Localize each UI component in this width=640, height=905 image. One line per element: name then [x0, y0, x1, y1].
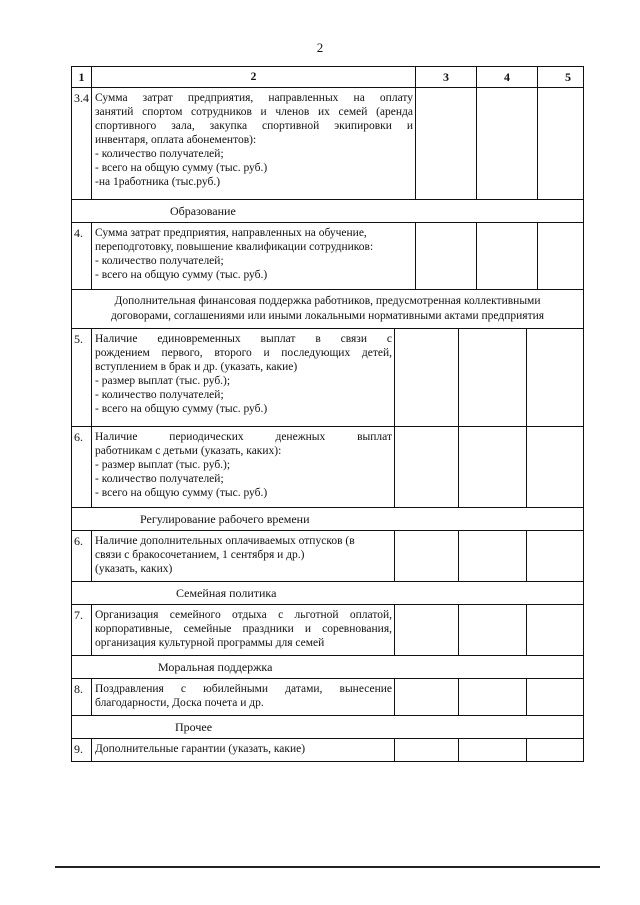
- value-cell-5[interactable]: [527, 531, 588, 581]
- desc-line: связи с бракосочетанием, 1 сентября и др.): [95, 549, 305, 561]
- section-heading: Семейная политика: [71, 582, 584, 605]
- desc-line: - количество получателей;: [95, 389, 224, 401]
- desc-line: корпоративные, семейные праздники и соревнования,: [95, 623, 392, 635]
- row-number: 9.: [72, 739, 92, 761]
- value-cell-5[interactable]: [527, 605, 588, 655]
- desc-line: Сумма затрат предприятия, направленных на оплату: [95, 92, 413, 104]
- desc-line: рождением первого, второго и последующих детей,: [95, 347, 392, 359]
- desc-line: - размер выплат (тыс. руб.);: [95, 459, 231, 471]
- value-cell-3[interactable]: [416, 223, 477, 289]
- desc-line: - количество получателей;: [95, 148, 224, 160]
- desc-line: вступлением в брак и др. (указать, какие): [95, 361, 298, 373]
- row-number: 7.: [72, 605, 92, 655]
- table-row: [71, 88, 584, 200]
- desc-line: (указать, каких): [95, 563, 173, 575]
- header-col-1: 1: [72, 67, 92, 87]
- desc-line: работникам с детьми (указать, каких):: [95, 445, 282, 457]
- value-cell-3[interactable]: [395, 329, 459, 426]
- value-cell-4[interactable]: [459, 329, 527, 426]
- desc-line: - размер выплат (тыс. руб.);: [95, 375, 231, 387]
- desc-line: - всего на общую сумму (тыс. руб.): [95, 269, 268, 281]
- value-cell-4[interactable]: [459, 427, 527, 507]
- table-header: [71, 66, 584, 88]
- row-description: [92, 679, 395, 715]
- desc-line: - всего на общую сумму (тыс. руб.): [95, 162, 268, 174]
- header-col-3: 3: [416, 67, 477, 87]
- value-cell-4[interactable]: [477, 223, 538, 289]
- row-description: [92, 88, 416, 199]
- row-number: 3.4: [72, 88, 92, 199]
- row-description: [92, 329, 395, 426]
- row-number: 6.: [72, 427, 92, 507]
- row-description: [92, 223, 416, 289]
- value-cell-3[interactable]: [395, 605, 459, 655]
- value-cell-5[interactable]: [527, 427, 588, 507]
- page-bottom-rule: [55, 866, 600, 868]
- section-heading: Регулирование рабочего времени: [71, 508, 584, 531]
- desc-line: - всего на общую сумму (тыс. руб.): [95, 403, 268, 415]
- table-row: [71, 739, 584, 762]
- desc-line: спортивного зала, закупка спортивной экипировки и: [95, 120, 413, 132]
- desc-line: благодарности, Доска почета и др.: [95, 697, 264, 709]
- value-cell-5[interactable]: [527, 739, 588, 761]
- header-col-5: 5: [565, 69, 571, 84]
- header-col-4: 4: [477, 67, 538, 87]
- page-number: 2: [316, 40, 324, 55]
- form-table: [71, 66, 584, 762]
- section-heading: Прочее: [71, 716, 584, 739]
- value-cell-5[interactable]: [538, 88, 598, 199]
- row-number: 6.: [72, 531, 92, 581]
- row-description: [92, 739, 395, 761]
- desc-line: Наличие дополнительных оплачиваемых отпусков (в: [95, 535, 355, 547]
- desc-line: Наличие периодических денежных выплат: [95, 431, 392, 443]
- table-row: [71, 605, 584, 656]
- table-row: [71, 223, 584, 290]
- row-description: [92, 605, 395, 655]
- value-cell-5[interactable]: [527, 679, 588, 715]
- desc-line: Сумма затрат предприятия, направленных на обучение,: [95, 227, 367, 239]
- desc-line: переподготовку, повышение квалификации сотрудников:: [95, 241, 374, 253]
- value-cell-3[interactable]: [395, 427, 459, 507]
- table-row: [71, 531, 584, 582]
- table-row: [71, 329, 584, 427]
- value-cell-4[interactable]: [477, 88, 538, 199]
- desc-line: - количество получателей;: [95, 473, 224, 485]
- desc-line: занятий спортом сотрудников и членов их семей (аренда: [95, 106, 413, 118]
- value-cell-5[interactable]: [527, 329, 588, 426]
- row-description: [92, 531, 395, 581]
- value-cell-4[interactable]: [459, 605, 527, 655]
- row-description: [92, 427, 395, 507]
- value-cell-3[interactable]: [395, 739, 459, 761]
- desc-line: инвентаря, оплата абонементов):: [95, 134, 257, 146]
- desc-line: организация культурной программы для семей: [95, 637, 325, 649]
- section-heading: Моральная поддержка: [71, 656, 584, 679]
- value-cell-5[interactable]: [538, 223, 598, 289]
- value-cell-3[interactable]: [395, 531, 459, 581]
- header-col-2: 2: [92, 67, 416, 87]
- value-cell-4[interactable]: [459, 531, 527, 581]
- desc-line: -на 1работника (тыс.руб.): [95, 176, 221, 188]
- desc-line: Наличие единовременных выплат в связи с: [95, 333, 392, 345]
- value-cell-4[interactable]: [459, 679, 527, 715]
- row-number: 4.: [72, 223, 92, 289]
- desc-line: Организация семейного отдыха с льготной оплатой,: [95, 609, 392, 621]
- section-line: договорами, соглашениями или иными локальными нормативными актами предприятия: [110, 310, 545, 322]
- table-row: [71, 679, 584, 716]
- section-heading: Образование: [71, 200, 584, 223]
- desc-line: Поздравления с юбилейными датами, вынесение: [95, 683, 392, 695]
- value-cell-3[interactable]: [395, 679, 459, 715]
- value-cell-3[interactable]: [416, 88, 477, 199]
- value-cell-4[interactable]: [459, 739, 527, 761]
- row-number: 5.: [72, 329, 92, 426]
- table-row: [71, 427, 584, 508]
- desc-line: - всего на общую сумму (тыс. руб.): [95, 487, 268, 499]
- row-number: 8.: [72, 679, 92, 715]
- section-heading: [71, 290, 584, 329]
- desc-line: - количество получателей;: [95, 255, 224, 267]
- section-line: Дополнительная финансовая поддержка работников, предусмотренная коллективными: [114, 295, 541, 307]
- desc-line: Дополнительные гарантии (указать, какие): [95, 743, 306, 755]
